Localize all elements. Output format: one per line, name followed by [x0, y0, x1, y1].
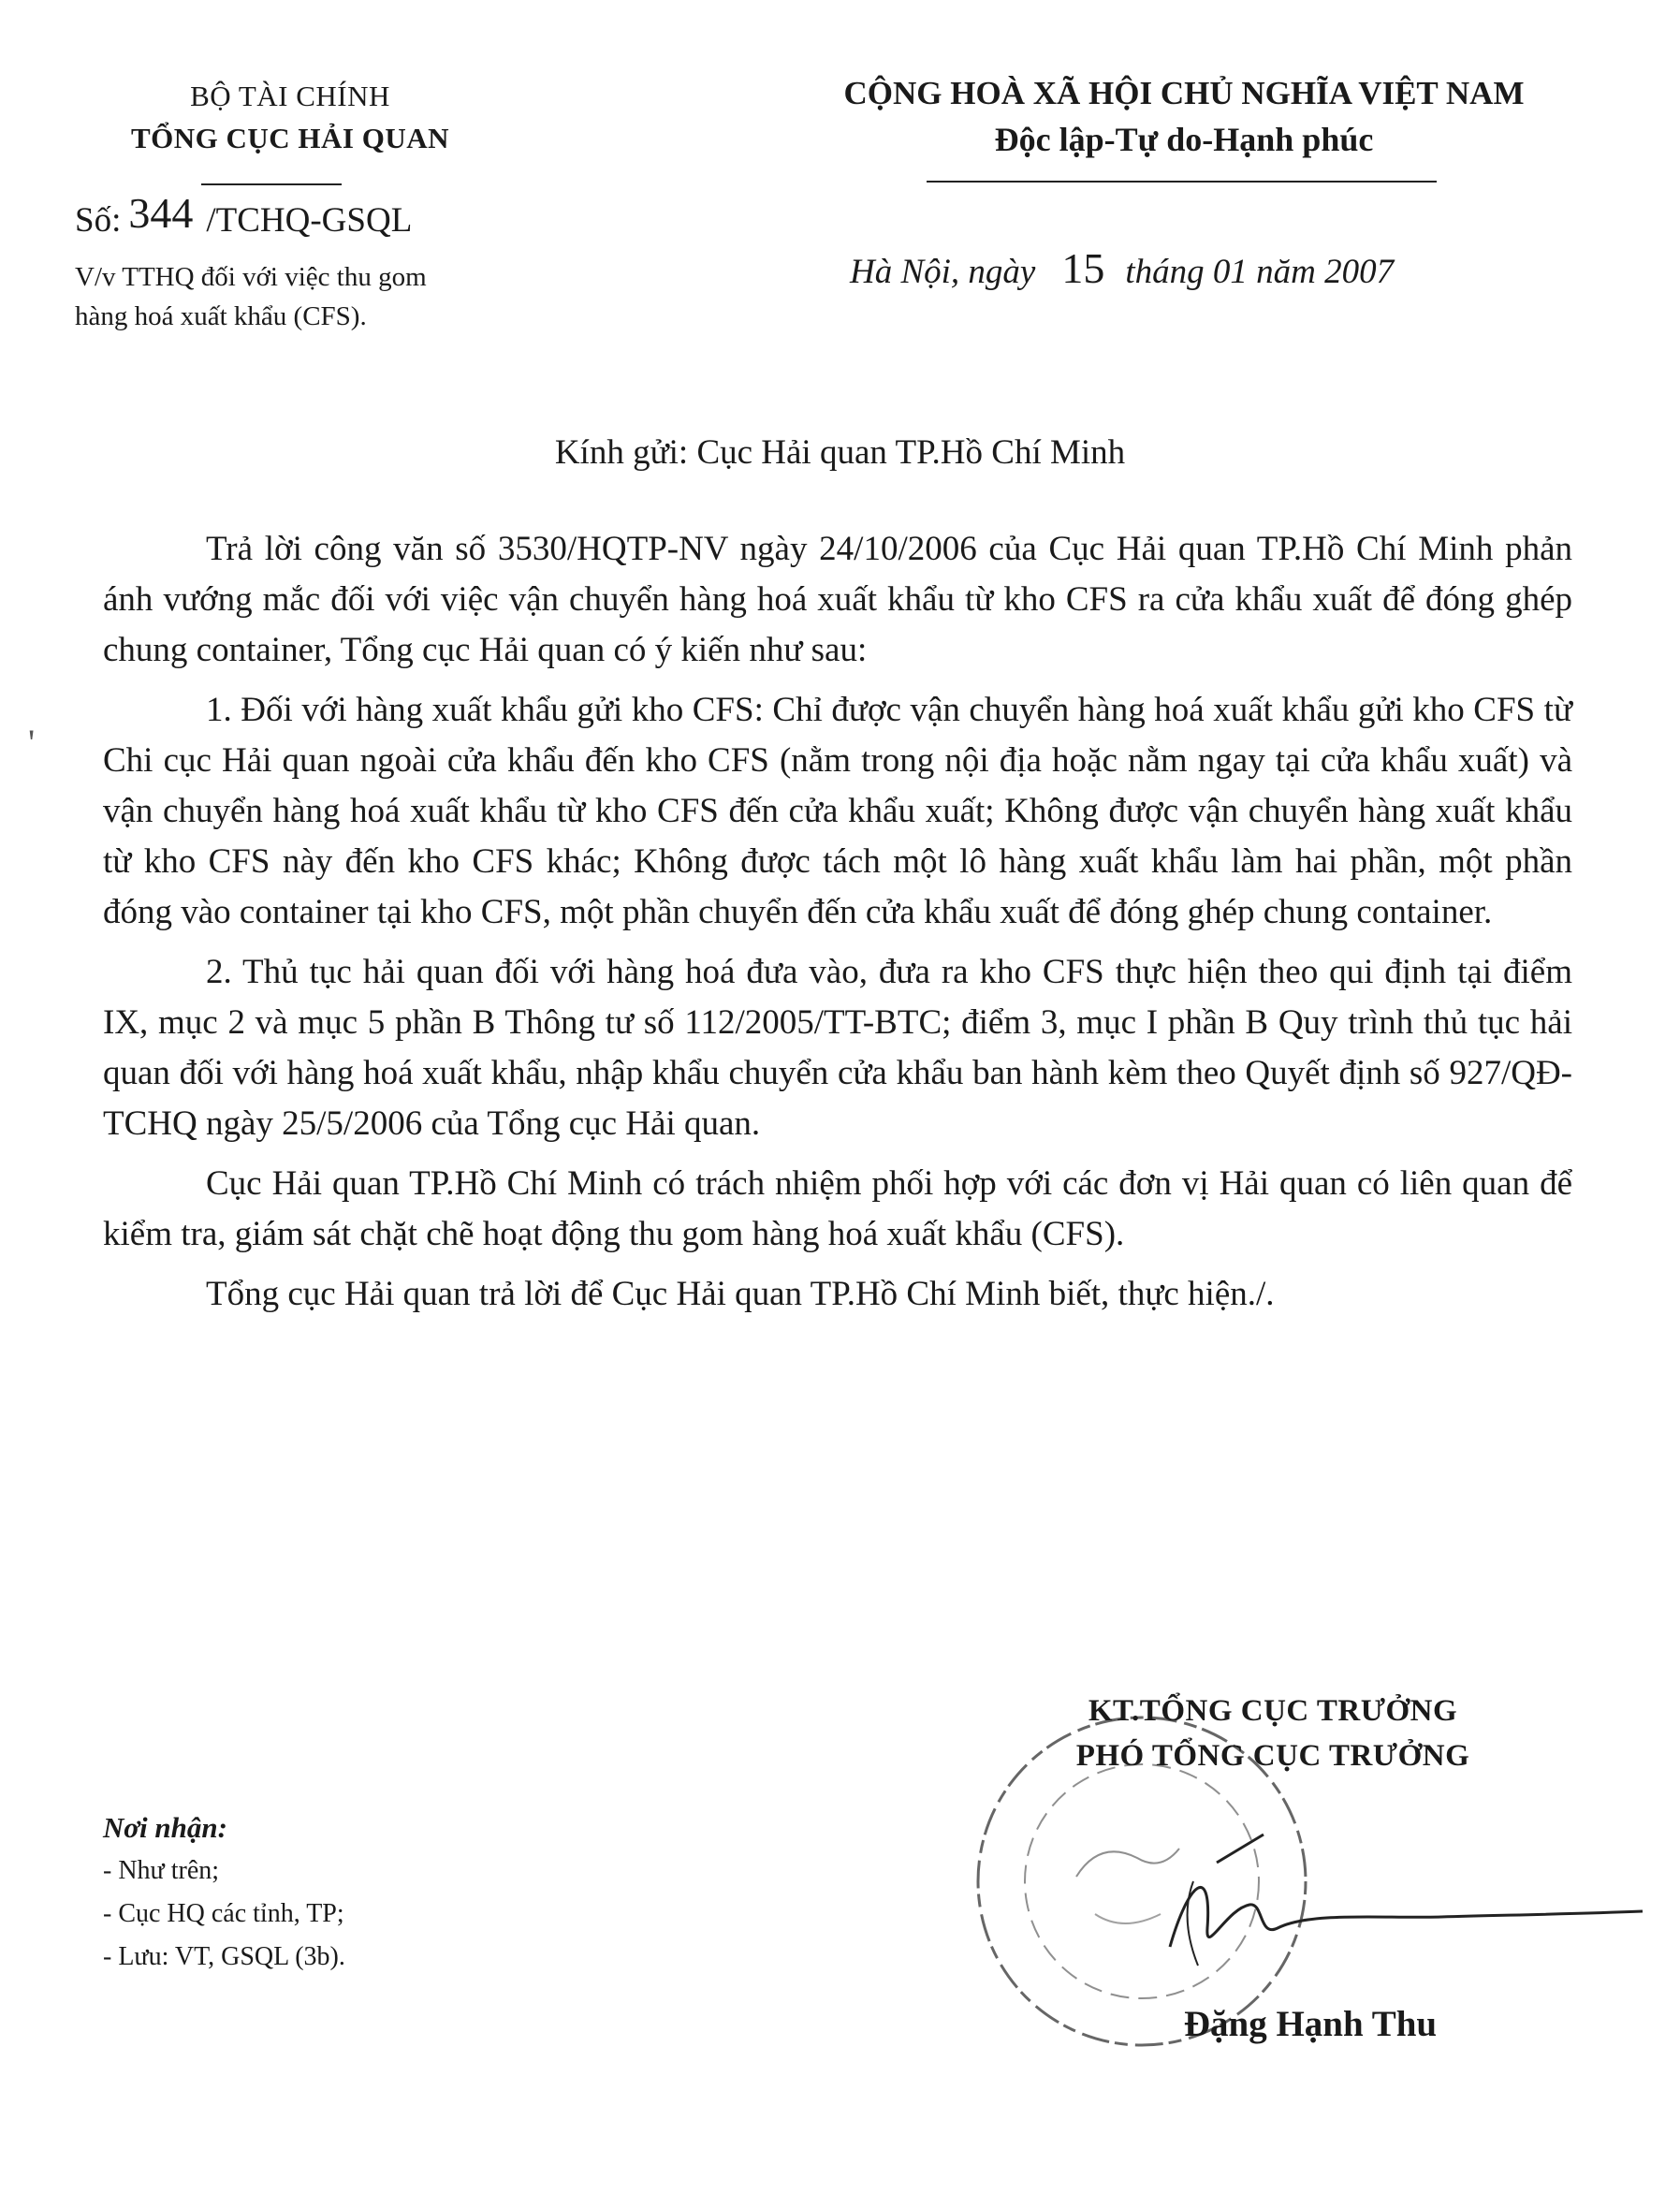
department-name: TỔNG CỤC HẢI QUAN — [130, 122, 450, 154]
national-motto: Độc lập-Tự do-Hạnh phúc — [994, 121, 1374, 158]
subject-line-1: V/v TTHQ đối với việc thu gom — [75, 262, 427, 292]
recipients-block — [103, 1806, 345, 1979]
signature-title-2: PHÓ TỔNG CỤC TRƯỞNG — [1075, 1739, 1470, 1773]
body-paragraph-3: 2. Thủ tục hải quan đối với hàng hoá đưa vào, đưa ra kho CFS thực hiện theo qui định tại điểm IX, mục 2 và mục 5 phần B Thông tư số 112/2005/TT-BTC; điểm 3, mục I phần B Quy trình thủ tục hải quan đối với hàng hoá xuất khẩu, nhập khẩu chuyển cửa khẩu ban hành kèm theo Quyết định số 927/QĐ-TCHQ ngày 25/5/2006 của Tổng cục Hải quan. — [103, 953, 1572, 1143]
recipient-item: - Như trên; — [103, 1856, 220, 1885]
document-date — [850, 243, 1394, 293]
date-prefix: Hà Nội, ngày — [850, 253, 1036, 291]
document-number-value: 344 — [128, 189, 194, 237]
signature-title-1: KT.TỔNG CỤC TRƯỞNG — [1088, 1694, 1458, 1728]
motto-underline — [927, 181, 1437, 183]
document-number — [75, 189, 413, 241]
body-paragraph-5: Tổng cục Hải quan trả lời để Cục Hải quan TP.Hồ Chí Minh biết, thực hiện./. — [206, 1275, 1275, 1313]
body-paragraph-2: 1. Đối với hàng xuất khẩu gửi kho CFS: Chỉ được vận chuyển hàng hoá xuất khẩu gửi kho CFS từ Chi cục Hải quan ngoài cửa khẩu đến kho CFS (nằm trong nội địa hoặc nằm ngay tại cửa khẩu xuất) và vận chuyển hàng hoá xuất khẩu từ kho CFS đến cửa khẩu xuất; Không được vận chuyển hàng xuất khẩu từ kho CFS này đến kho CFS khác; Không được tách một lô hàng xuất khẩu làm hai phần, một phần đóng vào container tại kho CFS, một phần chuyển đến cửa khẩu xuất để đóng ghép chung container. — [103, 691, 1572, 931]
recipient-item: - Cục HQ các tỉnh, TP; — [103, 1899, 344, 1928]
date-day: 15 — [1061, 244, 1105, 292]
recipient-item: - Lưu: VT, GSQL (3b). — [103, 1942, 345, 1971]
nation-title: CỘNG HOÀ XÃ HỘI CHỦ NGHĨA VIỆT NAM — [843, 75, 1525, 111]
document-number-suffix: /TCHQ-GSQL — [206, 201, 413, 240]
department-underline — [201, 183, 342, 185]
greeting: Kính gửi: Cục Hải quan TP.Hồ Chí Minh — [554, 433, 1126, 472]
margin-mark: ' — [28, 722, 36, 764]
ministry-name: BỘ TÀI CHÍNH — [190, 80, 390, 112]
date-suffix: tháng 01 năm 2007 — [1125, 253, 1395, 291]
document-subject — [75, 257, 636, 336]
body-paragraph-1: Trả lời công văn số 3530/HQTP-NV ngày 24/10/2006 của Cục Hải quan TP.Hồ Chí Minh phản ánh vướng mắc đối với việc vận chuyển hàng hoá xuất khẩu từ kho CFS ra cửa khẩu xuất để đóng ghép chung container, Tổng cục Hải quan có ý kiến như sau: — [103, 530, 1572, 669]
document-number-prefix: Số: — [75, 201, 122, 240]
handwritten-signature-icon — [1161, 1825, 1647, 1984]
signer-name: Đặng Hạnh Thu — [1183, 2004, 1438, 2044]
letter-body — [103, 524, 1572, 1329]
subject-line-2: hàng hoá xuất khẩu (CFS). — [75, 301, 367, 331]
body-paragraph-4: Cục Hải quan TP.Hồ Chí Minh có trách nhiệm phối hợp với các đơn vị Hải quan có liên quan để kiểm tra, giám sát chặt chẽ hoạt động thu gom hàng hoá xuất khẩu (CFS). — [103, 1164, 1572, 1253]
recipients-heading: Nơi nhận: — [103, 1811, 227, 1844]
